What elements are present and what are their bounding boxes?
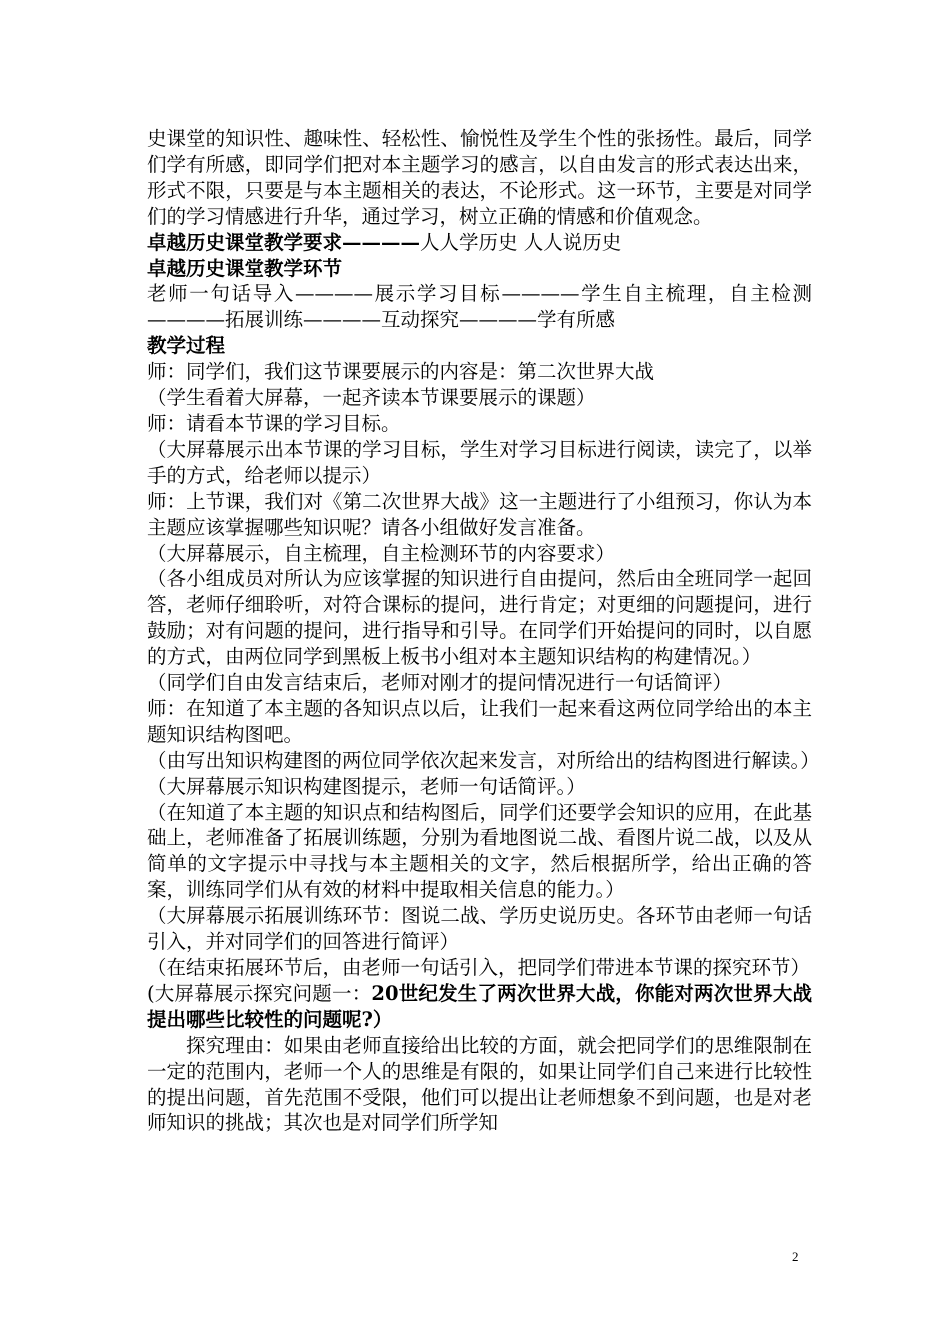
requirement-text: 人人学历史 人人说历史 — [420, 230, 622, 254]
paragraph: （大屏幕展示，自主梳理，自主检测环节的内容要求） — [147, 541, 616, 565]
process-heading: 教学过程 — [147, 334, 226, 358]
paragraph-reason: 探究理由：如果由老师直接给出比较的方面，就会把同学们的思维限制在一定的范围内，老师一个人的思维是有限的，如果让同学们自己来进行比较性的提出问题，首先范围不受限，他们可以提出让老师想象不到问题，也是对老师知识的挑战；其次也是对同学们所学知 — [147, 1033, 812, 1135]
document-body — [147, 126, 820, 1136]
paragraph: （各小组成员对所认为应该掌握的知识进行自由提问，然后由全班同学一起回答，老师仔细聆听，对符合课标的提问，进行肯定；对更细的问题提问，进行鼓励；对有问题的提问，进行指导和引导。在同学们开始提问的同时，以自愿的方式，由两位同学到黑板上板书小组对本主题知识结构的构建情况。） — [147, 567, 812, 669]
paragraph: 师：在知道了本主题的各知识点以后，让我们一起来看这两位同学给出的本主题知识结构图吧。 — [147, 696, 812, 746]
page-number: 2 — [792, 1249, 799, 1264]
requirement-heading: 卓越历史课堂教学要求———— — [147, 230, 421, 254]
question-prefix: (大屏幕展示探究问题一： — [147, 981, 372, 1005]
question-line — [147, 981, 812, 1033]
paragraph: 师：同学们，我们这节课要展示的内容是：第二次世界大战 — [147, 360, 655, 384]
paragraph: 师：请看本节课的学习目标。 — [147, 411, 401, 435]
paragraph: （同学们自由发言结束后，老师对刚才的提问情况进行一句话简评） — [147, 671, 733, 695]
paragraph: （学生看着大屏幕，一起齐读本节课要展示的课题） — [147, 386, 596, 410]
paragraph: 师：上节课，我们对《第二次世界大战》这一主题进行了小组预习，你认为本主题应该掌握哪些知识呢？请各小组做好发言准备。 — [147, 489, 812, 539]
question-text: 20世纪发生了两次世界大战，你能对两次世界大战提出哪些比较性的问题呢?） — [147, 981, 813, 1031]
paragraph: （大屏幕展示出本节课的学习目标，学生对学习目标进行阅读，读完了，以举手的方式，给老师以提示） — [147, 437, 812, 487]
paragraph: （由写出知识构建图的两位同学依次起来发言，对所给出的结构图进行解读。） — [147, 748, 820, 772]
paragraph-intro: 史课堂的知识性、趣味性、轻松性、愉悦性及学生个性的张扬性。最后，同学们学有所感，即同学们把对本主题学习的感言，以自由发言的形式表达出来，形式不限，只要是与本主题相关的表达，不论形式。这一环节，主要是对同学们的学习情感进行升华，通过学习，树立正确的情感和价值观念。 — [147, 127, 812, 228]
paragraph: （大屏幕展示知识构建图提示，老师一句话简评。） — [147, 774, 586, 798]
paragraph-steps: 老师一句话导入————展示学习目标————学生自主梳理，自主检测————拓展训练————互动探究————学有所感 — [147, 282, 812, 332]
paragraph: （在知道了本主题的知识点和结构图后，同学们还要学会知识的应用，在此基础上，老师准备了拓展训练题，分别为看地图说二战、看图片说二战，以及从简单的文字提示中寻找与本主题相关的文字，然后根据所学，给出正确的答案，训练同学们从有效的材料中提取相关信息的能力。） — [147, 800, 812, 902]
section-heading: 卓越历史课堂教学环节 — [147, 256, 343, 280]
paragraph: （大屏幕展示拓展训练环节：图说二战、学历史说历史。各环节由老师一句话引入，并对同学们的回答进行简评） — [147, 904, 812, 954]
paragraph: （在结束拓展环节后，由老师一句话引入，把同学们带进本节课的探究环节） — [147, 956, 811, 979]
requirement-line — [147, 230, 812, 256]
